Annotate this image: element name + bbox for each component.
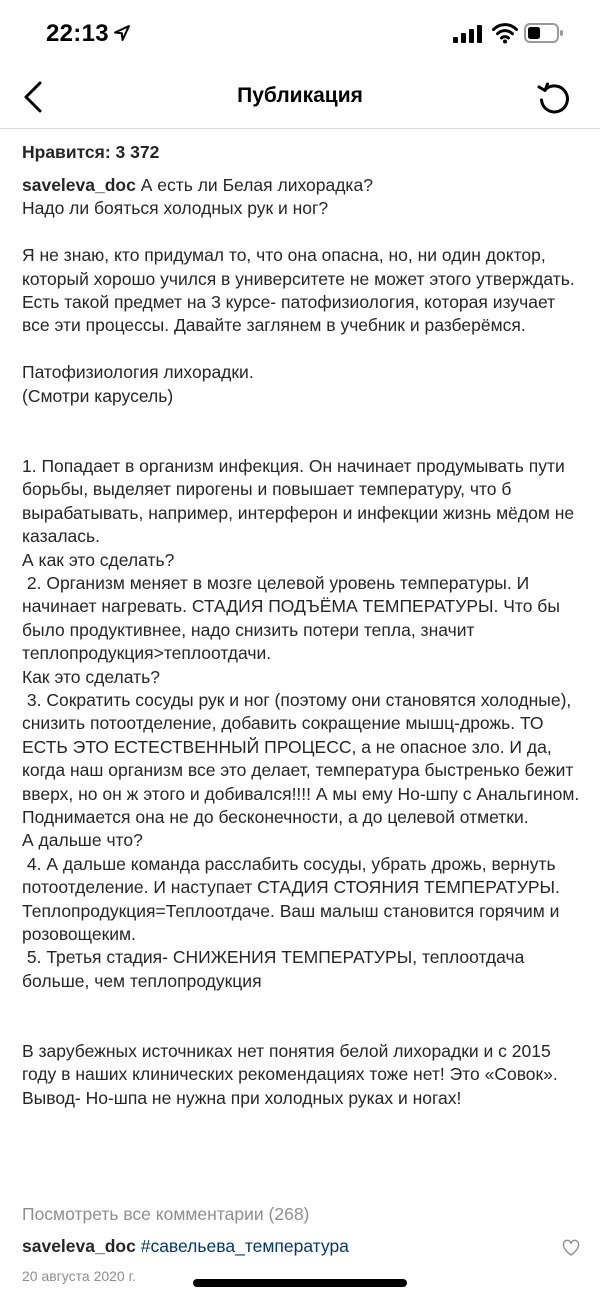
nav-bar xyxy=(0,66,600,129)
post-date: 20 августа 2020 г. xyxy=(22,1268,136,1284)
location-arrow-icon xyxy=(113,24,131,42)
cellular-signal-icon xyxy=(453,24,483,44)
caption-author[interactable]: saveleva_doc xyxy=(22,175,136,195)
status-time: 22:13 xyxy=(46,20,109,47)
post-caption xyxy=(22,174,582,1110)
heart-outline-icon[interactable] xyxy=(562,1239,580,1257)
battery-icon xyxy=(524,22,564,44)
page-title: Публикация xyxy=(237,84,363,107)
comment-author[interactable]: saveleva_doc xyxy=(22,1236,136,1256)
comment-hashtag[interactable]: #савельева_температура xyxy=(140,1236,349,1256)
home-indicator[interactable] xyxy=(193,1279,407,1287)
view-all-comments-link[interactable]: Посмотреть все комментарии (268) xyxy=(22,1204,310,1224)
likes-count[interactable]: Нравится: 3 372 xyxy=(22,142,160,162)
status-bar xyxy=(0,0,600,66)
post-content xyxy=(22,140,582,1110)
caption-text: А есть ли Белая лихорадка? Надо ли бояться холодных рук и ног? Я не знаю, кто придумал то, что она опасна, но, ни один доктор, который хорошо учился в университете не может этого утверждать. Есть такой предмет на 3 курсе- патофизиология, которая изучает все эти процессы. Давайте заглянем в учебник и разберёмся. Патофизиология лихорадки. (Смотри карусель) 1. Попадает в организм инфекция. Он начинает продумывать пути борьбы, выделяет пирогены и повышает температуру, что б вырабатывать, например, интерферон и инфекции жизнь мёдом не казалась. А как это сделать? 2. Организм меняет в мозге целевой уровень температуры. И начинает нагревать. СТАДИЯ ПОДЪЁМА ТЕМПЕРАТУРЫ. Что бы было продуктивнее, надо снизить потери тепла, значит теплопродукция>теплоотдачи. Как это сделать? 3. Сократить сосуды рук и ног (поэтому они становятся холодные), снизить потоотделение, добавить сокращение мышц-дрожь. ТО ЕСТЬ ЭТО ЕСТЕСТВЕННЫЙ ПРОЦЕСС, а не опасное зло. И да, когда наш организм все это делает, температура быстренько бежит вверх, но он ж этого и добивался!!!! А мы ему Но-шпу с Анальгином. Поднимается она не до бесконечности, а до целевой отметки. А дальше что? 4. А дальше команда расслабить сосуды, убрать дрожь, вернуть потоотделение. И наступает СТАДИЯ СТОЯНИЯ ТЕМПЕРАТУРЫ. Теплопродукция=Теплоотдаче. Ваш малыш становится горячим и розовощеким. 5. Третья стадия- СНИЖЕНИЯ ТЕМПЕРАТУРЫ, теплоотдача больше, чем теплопродукция В зарубежных источниках нет понятия белой лихорадки и с 2015 году в наших клинических рекомендациях тоже нет! Это «Совок». Вывод- Но-шпа не нужна при холодных руках и ногах! xyxy=(22,175,580,1108)
comment-row xyxy=(22,1236,349,1257)
refresh-icon[interactable] xyxy=(536,80,572,116)
wifi-icon xyxy=(492,22,518,44)
